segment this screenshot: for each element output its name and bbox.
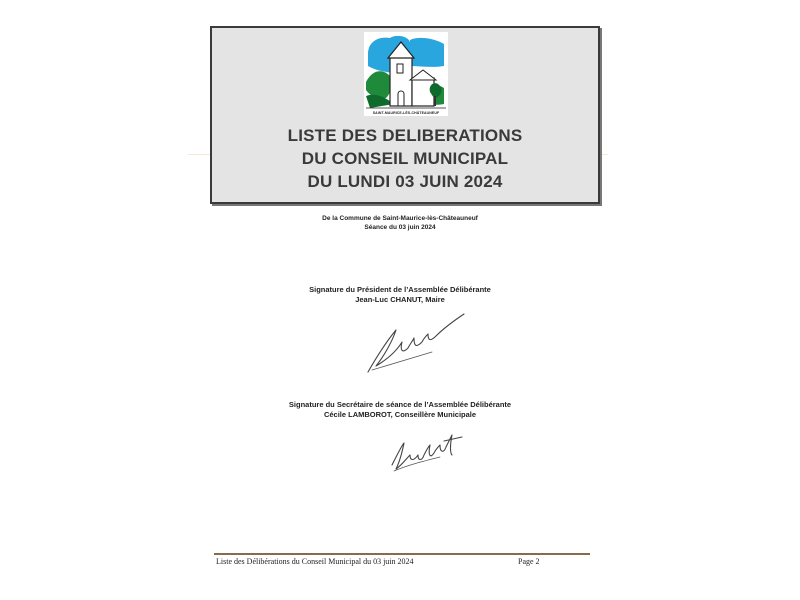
title-line-1: LISTE DES DELIBERATIONS	[287, 126, 523, 145]
commune-subtitle: De la Commune de Saint-Maurice-lès-Châteauneuf	[322, 215, 478, 222]
president-signature-name: Jean-Luc CHANUT, Maire	[355, 295, 445, 304]
president-signature-image	[362, 308, 472, 378]
church-logo-icon	[364, 32, 448, 116]
page-number: Page 2	[518, 557, 540, 566]
secretaire-signature-role: Signature du Secrétaire de séance de l’Assemblée Délibérante	[288, 400, 512, 409]
seance-subtitle: Séance du 03 juin 2024	[364, 224, 436, 231]
footer-title: Liste des Délibérations du Conseil Municipal du 03 juin 2024	[216, 557, 414, 566]
title-box	[210, 26, 600, 204]
title-line-2: DU CONSEIL MUNICIPAL	[301, 149, 509, 168]
secretaire-signature-image	[388, 425, 468, 475]
commune-logo	[364, 32, 448, 116]
president-signature-role: Signature du Président de l’Assemblée Délibérante	[309, 285, 491, 294]
title-line-3: DU LUNDI 03 JUIN 2024	[307, 172, 503, 191]
footer-rule	[214, 553, 590, 555]
secretaire-signature-name: Cécile LAMBOROT, Conseillère Municipale	[323, 410, 477, 419]
logo-caption: SAINT-MAURICE-LÈS-CHÂTEAUNEUF	[372, 111, 440, 115]
